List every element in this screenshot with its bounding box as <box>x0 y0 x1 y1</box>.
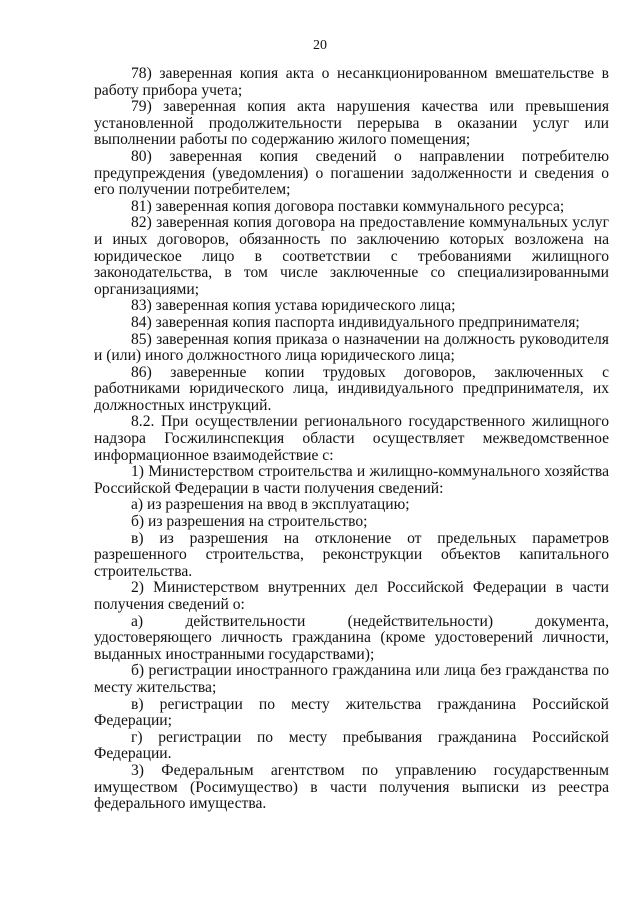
agency-3-rosimushchestvo: 3) Федеральным агентством по управлению государственным имуществом (Росимущество) в части получения выписки из реестра федерального имущества. <box>94 761 609 813</box>
page-number: 20 <box>313 38 327 53</box>
agency-1-item-v: в) из разрешения на отклонение от предельных параметров разрешенного строительства, реконструкции объектов капитального строительства. <box>94 529 609 580</box>
paragraph-item-80: 80) заверенная копия сведений о направлении потребителю предупреждения (уведомления) о погашении задолженности и сведения о его получении потребителем; <box>94 147 609 199</box>
agency-1-item-b: б) из разрешения на строительство; <box>131 513 368 531</box>
paragraph-item-81: 81) заверенная копия договора поставки коммунального ресурса; <box>131 197 565 215</box>
agency-2-mvd: 2) Министерством внутренних дел Российской Федерации в части получения сведений о: <box>94 579 609 613</box>
agency-1-item-a: а) из разрешения на ввод в эксплуатацию; <box>131 496 410 514</box>
agency-2-item-b: б) регистрации иностранного гражданина или лица без гражданства по месту жительства; <box>94 662 609 696</box>
section-8-2-intro: 8.2. При осуществлении регионального государственного жилищного надзора Госжилинспекция области осуществляет межведомственное информационное взаимодействие с: <box>94 413 609 464</box>
agency-1-minstroy: 1) Министерством строительства и жилищно-коммунального хозяйства Российской Федерации в части получения сведений: <box>94 463 609 497</box>
paragraph-item-85: 85) заверенная копия приказа о назначении на должность руководителя и (или) иного должностного лица юридического лица; <box>94 330 609 365</box>
agency-2-item-a: а) действительности (недействительности) документа, удостоверяющего личность гражданина (кроме удостоверений личности, выданных иностранными государствами); <box>94 612 609 663</box>
paragraph-item-79: 79) заверенная копия акта нарушения качества или превышения установленной продолжительности перерыва в оказании услуг или выполнении работы по содержанию жилого помещения; <box>94 98 609 149</box>
paragraph-item-84: 84) заверенная копия паспорта индивидуального предпринимателя; <box>131 313 580 331</box>
document-body <box>94 66 609 813</box>
agency-2-item-g: г) регистрации по месту пребывания гражданина Российской Федерации. <box>94 728 609 763</box>
paragraph-item-78: 78) заверенная копия акта о несанкционированном вмешательстве в работу прибора учета; <box>94 65 609 99</box>
paragraph-item-86: 86) заверенные копии трудовых договоров, заключенных с работниками юридического лица, индивидуального предпринимателя, их должностных инструкций. <box>94 363 609 414</box>
agency-2-item-v: в) регистрации по месту жительства гражданина Российской Федерации; <box>94 695 609 730</box>
paragraph-item-82: 82) заверенная копия договора на предоставление коммунальных услуг и иных договоров, обязанность по заключению которых возложена на юридическое лицо в соответствии с требованиями жилищного законодательства, в том числе заключенные со специализированными организациями; <box>94 214 609 298</box>
paragraph-item-83: 83) заверенная копия устава юридического лица; <box>131 297 456 315</box>
